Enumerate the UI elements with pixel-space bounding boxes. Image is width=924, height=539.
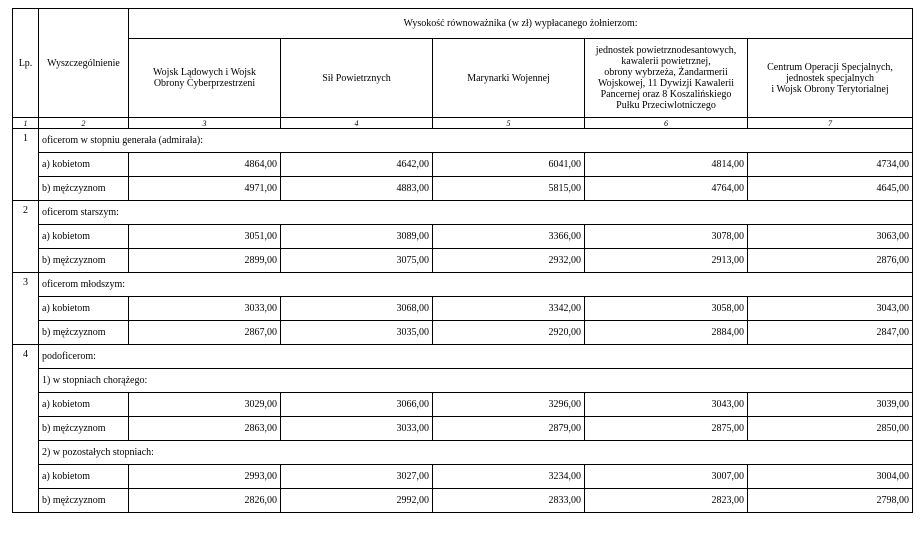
amount-cell: 3033,00	[281, 417, 433, 441]
amount-cell: 3234,00	[433, 465, 585, 489]
section-header-row	[13, 129, 913, 153]
amount-cell: 4642,00	[281, 153, 433, 177]
amount-cell: 6041,00	[433, 153, 585, 177]
amount-cell: 4971,00	[129, 177, 281, 201]
amount-cell: 4645,00	[748, 177, 913, 201]
table-row	[13, 297, 913, 321]
header-group-title: Wysokość równoważnika (w zł) wypłacanego żołnierzom:	[129, 9, 913, 39]
row-label: a) kobietom	[39, 297, 129, 321]
section-label: oficerom starszym:	[39, 201, 913, 225]
row-number: 4	[13, 345, 39, 513]
section-label: oficerom młodszym:	[39, 273, 913, 297]
subsection-label: 1) w stopniach chorążego:	[39, 369, 913, 393]
table-row	[13, 249, 913, 273]
amount-cell: 3063,00	[748, 225, 913, 249]
allowance-table	[12, 8, 913, 513]
amount-cell: 2876,00	[748, 249, 913, 273]
amount-cell: 2899,00	[129, 249, 281, 273]
table-row	[13, 153, 913, 177]
amount-cell: 3366,00	[433, 225, 585, 249]
section-header-row	[13, 201, 913, 225]
header-col-navy: Marynarki Wojennej	[433, 39, 585, 118]
amount-cell: 3078,00	[585, 225, 748, 249]
column-index: 5	[433, 118, 585, 129]
table-row	[13, 417, 913, 441]
row-label: a) kobietom	[39, 153, 129, 177]
amount-cell: 3033,00	[129, 297, 281, 321]
amount-cell: 3075,00	[281, 249, 433, 273]
amount-cell: 4764,00	[585, 177, 748, 201]
amount-cell: 2833,00	[433, 489, 585, 513]
amount-cell: 2850,00	[748, 417, 913, 441]
column-index-row	[13, 118, 913, 129]
amount-cell: 2867,00	[129, 321, 281, 345]
column-index: 6	[585, 118, 748, 129]
amount-cell: 5815,00	[433, 177, 585, 201]
amount-cell: 3043,00	[748, 297, 913, 321]
header-col-airborne-units: jednostek powietrznodesantowych, kawalerii powietrznej, obrony wybrzeża, Żandarmerii Wojskowej, 11 Dywizji Kawalerii Pancernej oraz 8 Koszalińskiego Pułku Przeciwlotniczego	[585, 39, 748, 118]
amount-cell: 3051,00	[129, 225, 281, 249]
table-row	[13, 489, 913, 513]
amount-cell: 3068,00	[281, 297, 433, 321]
amount-cell: 2823,00	[585, 489, 748, 513]
amount-cell: 2920,00	[433, 321, 585, 345]
row-number: 1	[13, 129, 39, 201]
table-row	[13, 225, 913, 249]
table-row	[13, 321, 913, 345]
amount-cell: 2993,00	[129, 465, 281, 489]
row-number: 3	[13, 273, 39, 345]
row-label: b) mężczyznom	[39, 417, 129, 441]
header-col-air-force: Sił Powietrznych	[281, 39, 433, 118]
amount-cell: 3039,00	[748, 393, 913, 417]
amount-cell: 3007,00	[585, 465, 748, 489]
table-row	[13, 177, 913, 201]
amount-cell: 3004,00	[748, 465, 913, 489]
amount-cell: 3342,00	[433, 297, 585, 321]
amount-cell: 2798,00	[748, 489, 913, 513]
section-label: podoficerom:	[39, 345, 913, 369]
header-col-land-forces: Wojsk Lądowych i Wojsk Obrony Cyberprzestrzeni	[129, 39, 281, 118]
row-label: a) kobietom	[39, 225, 129, 249]
table-row	[13, 465, 913, 489]
section-header-row	[13, 273, 913, 297]
row-label: a) kobietom	[39, 393, 129, 417]
amount-cell: 2847,00	[748, 321, 913, 345]
row-label: a) kobietom	[39, 465, 129, 489]
row-number: 2	[13, 201, 39, 273]
amount-cell: 3296,00	[433, 393, 585, 417]
row-label: b) mężczyznom	[39, 249, 129, 273]
amount-cell: 4883,00	[281, 177, 433, 201]
header-specification: Wyszczególnienie	[39, 9, 129, 118]
row-label: b) mężczyznom	[39, 489, 129, 513]
amount-cell: 3035,00	[281, 321, 433, 345]
amount-cell: 4814,00	[585, 153, 748, 177]
subsection-header-row	[13, 369, 913, 393]
subsection-label: 2) w pozostałych stopniach:	[39, 441, 913, 465]
column-index: 7	[748, 118, 913, 129]
row-label: b) mężczyznom	[39, 177, 129, 201]
amount-cell: 2992,00	[281, 489, 433, 513]
column-index: 1	[13, 118, 39, 129]
table-row	[13, 393, 913, 417]
header-lp: Lp.	[13, 9, 39, 118]
amount-cell: 2884,00	[585, 321, 748, 345]
subsection-header-row	[13, 441, 913, 465]
amount-cell: 3058,00	[585, 297, 748, 321]
amount-cell: 2879,00	[433, 417, 585, 441]
section-header-row	[13, 345, 913, 369]
amount-cell: 2913,00	[585, 249, 748, 273]
amount-cell: 2863,00	[129, 417, 281, 441]
amount-cell: 4864,00	[129, 153, 281, 177]
column-index: 3	[129, 118, 281, 129]
header-col-special-operations: Centrum Operacji Specjalnych, jednostek specjalnych i Wojsk Obrony Terytorialnej	[748, 39, 913, 118]
amount-cell: 3066,00	[281, 393, 433, 417]
column-index: 4	[281, 118, 433, 129]
amount-cell: 3027,00	[281, 465, 433, 489]
amount-cell: 3089,00	[281, 225, 433, 249]
amount-cell: 2875,00	[585, 417, 748, 441]
amount-cell: 4734,00	[748, 153, 913, 177]
section-label: oficerom w stopniu generała (admirała):	[39, 129, 913, 153]
amount-cell: 3029,00	[129, 393, 281, 417]
amount-cell: 2826,00	[129, 489, 281, 513]
column-index: 2	[39, 118, 129, 129]
row-label: b) mężczyznom	[39, 321, 129, 345]
amount-cell: 3043,00	[585, 393, 748, 417]
amount-cell: 2932,00	[433, 249, 585, 273]
